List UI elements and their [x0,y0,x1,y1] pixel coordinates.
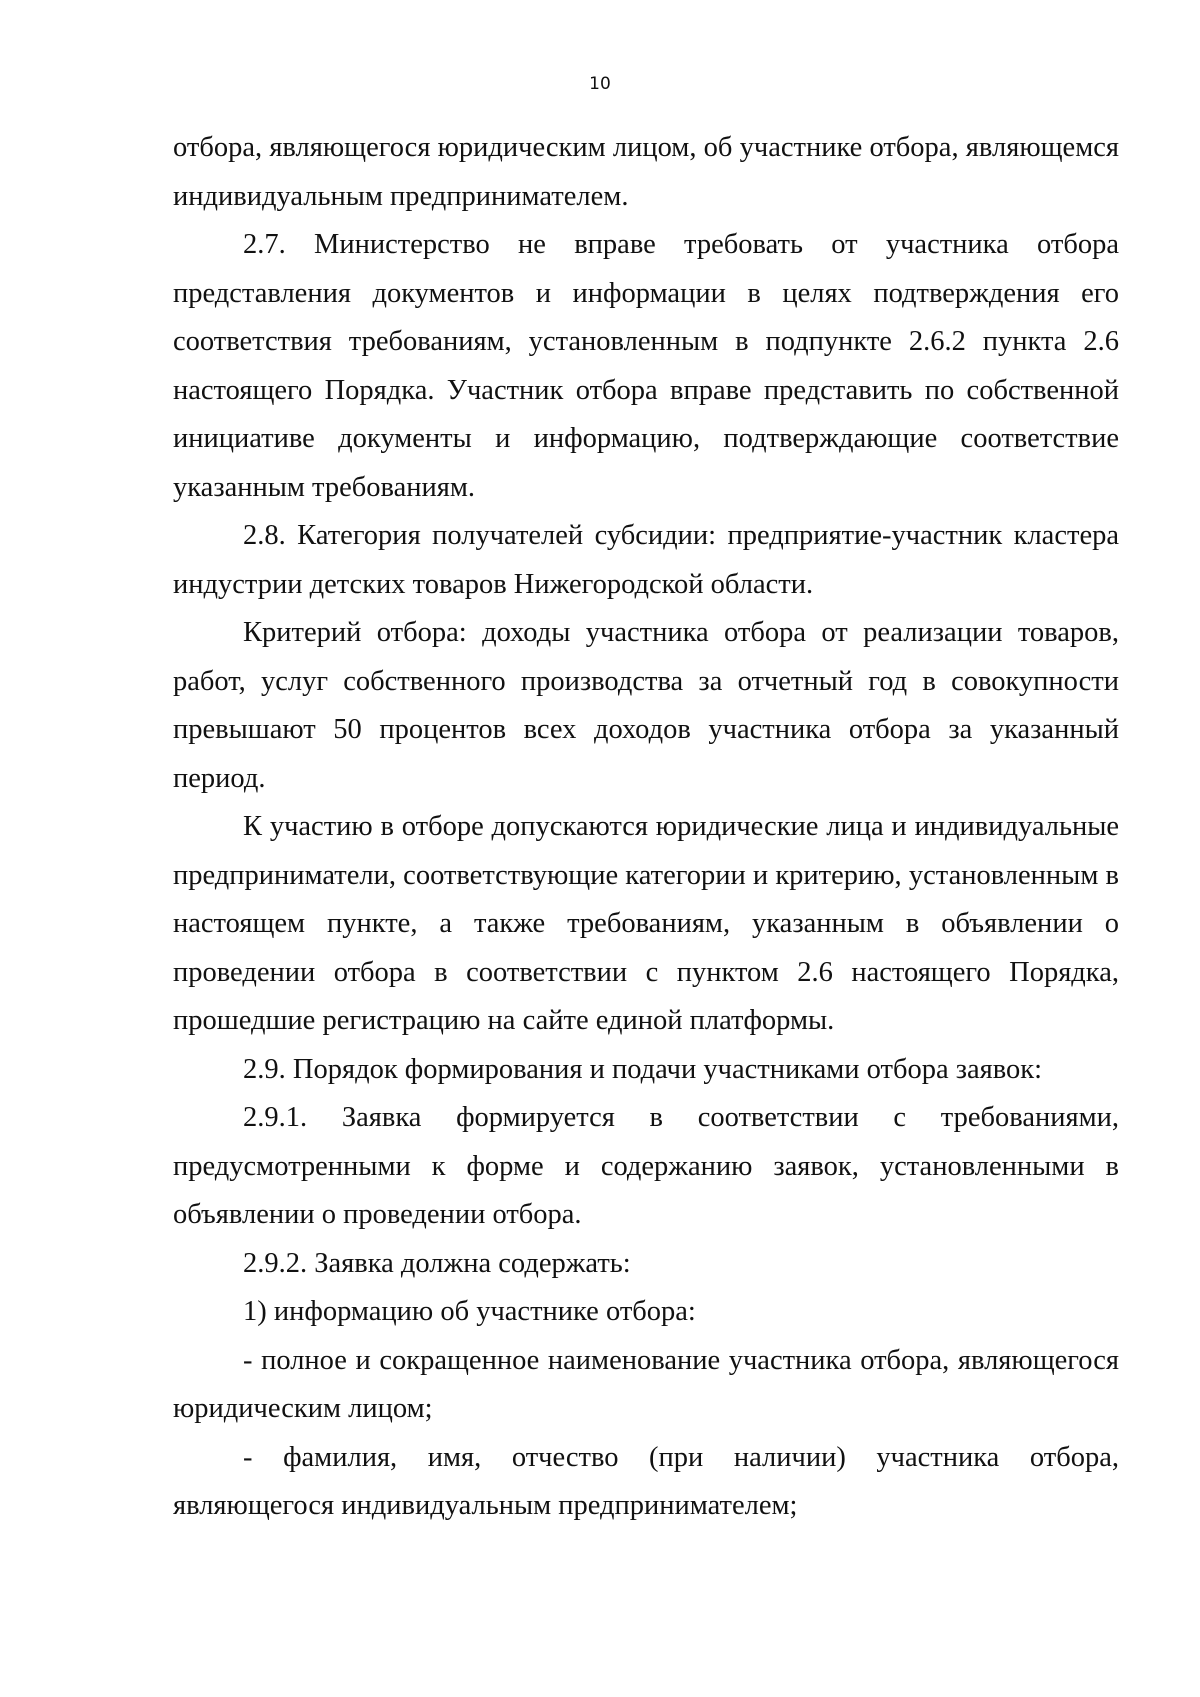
list-item-entrepreneur-name: - фамилия, имя, отчество (при наличии) участника отбора, являющегося индивидуальным предпринимателем; [173,1441,1119,1521]
document-body [173,124,1119,1531]
paragraph-2-9: 2.9. Порядок формирования и подачи участниками отбора заявок: [243,1053,1043,1085]
paragraph-2-7: 2.7. Министерство не вправе требовать от участника отбора представления документов и информации в целях подтверждения его соответствия требованиям, установленным в подпункте 2.6.2 пункта 2.6 настоящего Порядка. Участник отбора вправе представить по собственной инициативе документы и информацию, подтверждающие соответствие указанным требованиям. [173,229,1119,503]
paragraph-2-9-2: 2.9.2. Заявка должна содержать: [243,1247,631,1279]
paragraph-selection-criterion: Критерий отбора: доходы участника отбора от реализации товаров, работ, услуг собственного производства за отчетный год в совокупности превышают 50 процентов всех доходов участника отбора за указанный период. [173,617,1119,794]
list-item-1: 1) информацию об участнике отбора: [243,1296,696,1327]
list-item-legal-entity-name: - полное и сокращенное наименование участника отбора, являющегося юридическим лицом; [173,1344,1119,1424]
paragraph-2-9-1: 2.9.1. Заявка формируется в соответствии с требованиями, предусмотренными к форме и содержанию заявок, установленными в объявлении о проведении отбора. [173,1102,1119,1230]
paragraph-2-8: 2.8. Категория получателей субсидии: предприятие-участник кластера индустрии детских товаров Нижегородской области. [173,520,1119,600]
page-number: 10 [589,74,611,94]
paragraph-admission: К участию в отборе допускаются юридические лица и индивидуальные предприниматели, соответствующие категории и критерию, установленным в настоящем пункте, а также требованиям, указанным в объявлении о проведении отбора в соответствии с пунктом 2.6 настоящего Порядка, прошедшие регистрацию на сайте единой платформы. [173,811,1119,1036]
paragraph-continuation: отбора, являющегося юридическим лицом, об участнике отбора, являющемся индивидуальным предпринимателем. [173,132,1119,212]
